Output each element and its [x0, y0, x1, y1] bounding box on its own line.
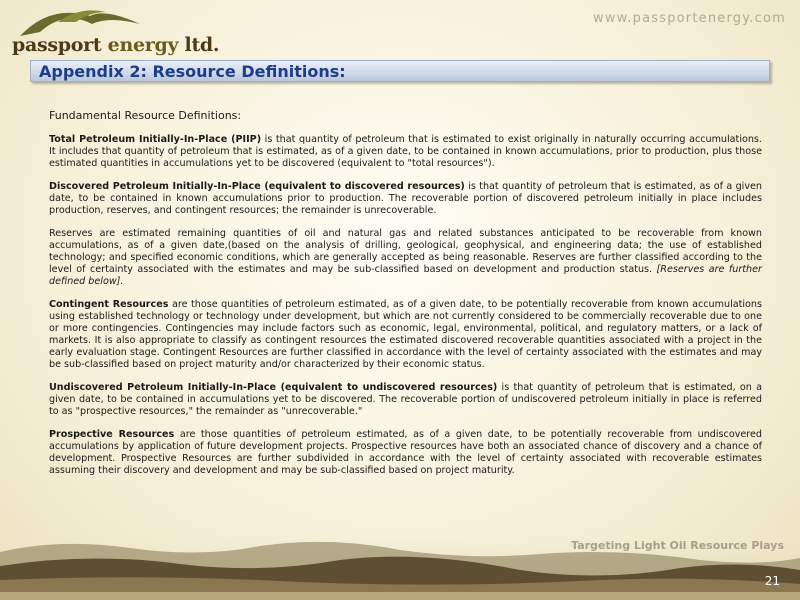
term-label: Undiscovered Petroleum Initially-In-Place (equivalent to undiscovered resources) [49, 382, 498, 393]
definition-text: is that quantity of petroleum that is estimated, on a given date, to be contained in accumulations yet to be discovered. The recoverable portion of undiscovered petroleum initially in place is referred to as "prospective resources," the remainder as "unrecoverable." [49, 382, 762, 417]
slide-title: Appendix 2: Resource Definitions: [39, 62, 346, 81]
definition-text: is that quantity of petroleum that is estimated, as of a given date, to be contained in known accumulations prior to production. The recoverable portion of discovered petroleum initially in place includes production, reserves, and contingent resources; the remainder is unrecoverable. [49, 181, 762, 216]
term-label: Total Petroleum Initially-In-Place (PIIP) [49, 134, 262, 145]
term-label: Discovered Petroleum Initially-In-Place (equivalent to discovered resources) [49, 181, 465, 192]
definition-undiscovered-piip [49, 382, 762, 418]
definition-text: Reserves are estimated remaining quantities of oil and natural gas and related substances anticipated to be recoverable from known accumulations, as of a given date,(based on the analysis of drilling, geological, geophysical, and engineering data; the use of established technology; and specified economic conditions, which are generally accepted as being reasonable. Reserves are further classified according to the level of certainty associated with the estimates and may be sub-classified based on development and production status. [49, 228, 762, 275]
tagline: Targeting Light Oil Resource Plays [571, 539, 784, 552]
definition-text: is that quantity of petroleum that is estimated to exist originally in naturally occurring accumulations. It includes that quantity of petroleum that is estimated, as of a given date, to be contained in known accumulations, prior to production, plus those estimated quantities in accumulations yet to be discovered (equivalent to "total resources"). [49, 134, 762, 169]
title-bar [30, 60, 770, 82]
page-number: 21 [764, 574, 780, 588]
definition-text: are those quantities of petroleum estimated, as of a given date, to be potentially recoverable from known accumulations using established technology or technology under development, but which are not currently considered to be commercially recoverable due to one or more contingencies. Contingencies may include factors such as economic, legal, environmental, political, and regulatory matters, or a lack of markets. It is also appropriate to classify as contingent resources the estimated discovered recoverable quantities associated with a project in the early evaluation stage. Contingent Resources are further classified in accordance with the level of certainty associated with the estimates and may be sub-classified based on project maturity and/or characterized by their economic status. [49, 299, 762, 370]
definition-contingent-resources [49, 299, 762, 371]
definition-text: are those quantities of petroleum estimated, as of a given date, to be potentially recoverable from undiscovered accumulations by application of future development projects. Prospective resources have both an associated chance of discovery and a chance of development. Prospective Resources are further subdivided in accordance with the level of certainty associated with recoverable estimates assuming their discovery and development and may be sub-classified based on project maturity. [49, 429, 762, 476]
website-url: www.passportenergy.com [593, 11, 786, 26]
reserves-note: [Reserves are further defined below]. [49, 264, 762, 287]
term-label: Contingent Resources [49, 299, 169, 310]
logo-wordmark: passport energy ltd. [12, 34, 220, 56]
section-heading: Fundamental Resource Definitions: [49, 109, 242, 122]
definition-prospective-resources [49, 429, 762, 477]
company-logo [10, 2, 220, 64]
definition-piip [49, 134, 762, 170]
definitions-body [49, 110, 762, 488]
definition-discovered-piip [49, 181, 762, 217]
definition-reserves [49, 228, 762, 288]
term-label: Prospective Resources [49, 429, 175, 440]
